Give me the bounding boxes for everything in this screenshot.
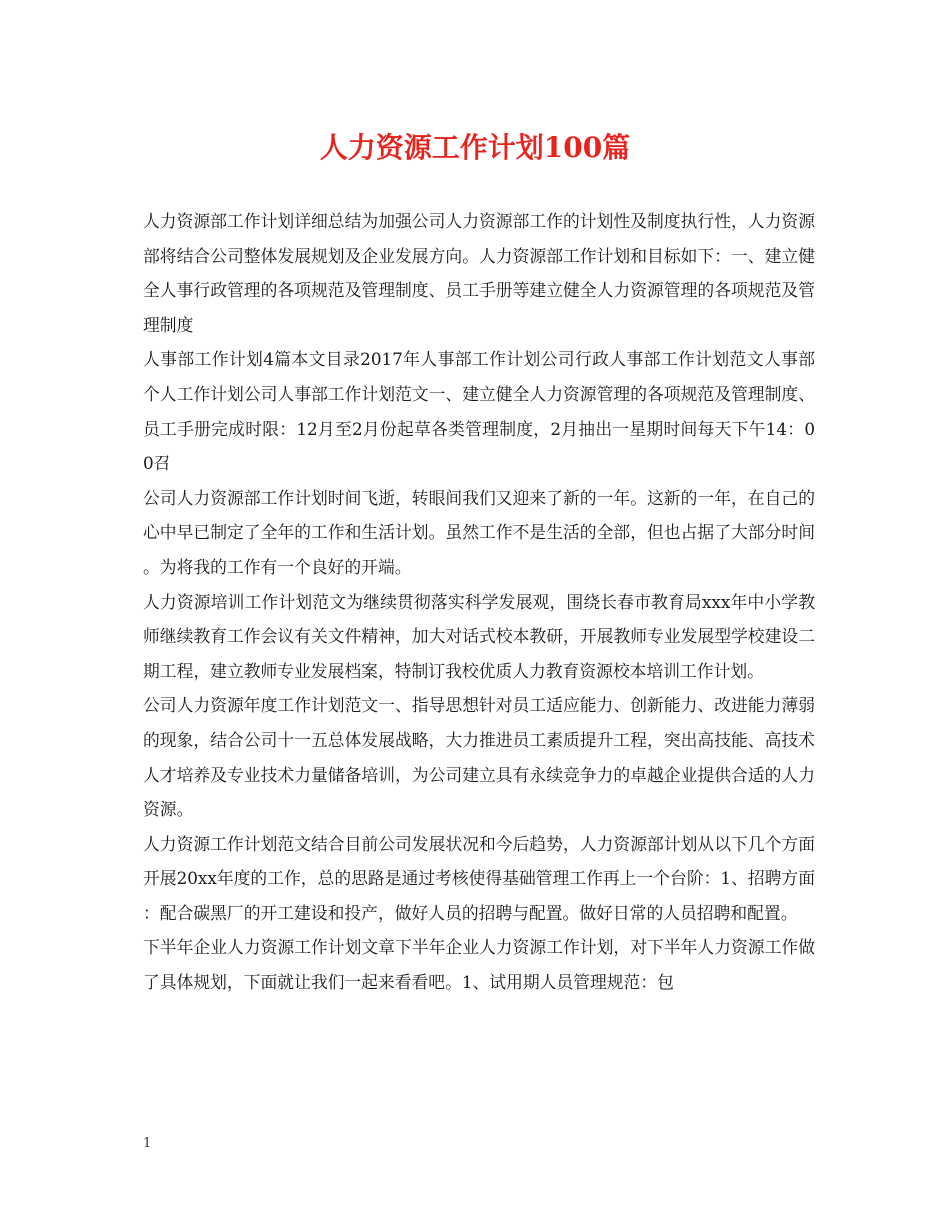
paragraph-2: 人事部工作计划4篇本文目录2017年人事部工作计划公司行政人事部工作计划范文人事部个人工作计划公司人事部工作计划范文一、建立健全人力资源管理的各项规范及管理制度、员工手册完成时限：12月至2月份起草各类管理制度，2月抽出一星期时间每天下午14：00召 [143,349,815,474]
paragraph-6: 人力资源工作计划范文结合目前公司发展状况和今后趋势，人力资源部计划从以下几个方面开展20xx年度的工作，总的思路是通过考核使得基础管理工作再上一个台阶：1、招聘方面：配合碳黑厂的开工建设和投产，做好人员的招聘与配置。做好日常的人员招聘和配置。 [143,833,815,923]
document-title: 人力资源工作计划100篇 [319,131,631,164]
page-number: 1 [143,1136,152,1151]
paragraph-7: 下半年企业人力资源工作计划文章下半年企业人力资源工作计划，对下半年人力资源工作做了具体规划，下面就让我们一起来看看吧。1、试用期人员管理规范：包 [143,937,815,993]
paragraph-4: 人力资源培训工作计划范文为继续贯彻落实科学发展观，围绕长春市教育局xxx年中小学教师继续教育工作会议有关文件精神，加大对话式校本教研，开展教师专业发展型学校建设二期工程，建立教师专业发展档案，特制订我校优质人力教育资源校本培训工作计划。 [143,591,815,681]
paragraph-3: 公司人力资源部工作计划时间飞逝，转眼间我们又迎来了新的一年。这新的一年，在自己的心中早已制定了全年的工作和生活计划。虽然工作不是生活的全部，但也占据了大部分时间。为将我的工作有一个良好的开端。 [143,487,815,577]
paragraph-1: 人力资源部工作计划详细总结为加强公司人力资源部工作的计划性及制度执行性，人力资源部将结合公司整体发展规划及企业发展方向。人力资源部工作计划和目标如下：一、建立健全人事行政管理的各项规范及管理制度、员工手册等建立健全人力资源管理的各项规范及管理制度 [143,211,815,335]
document-body [143,204,815,1000]
paragraph-5: 公司人力资源年度工作计划范文一、指导思想针对员工适应能力、创新能力、改进能力薄弱的现象，结合公司十一五总体发展战略，大力推进员工素质提升工程，突出高技能、高技术人才培养及专业技术力量储备培训，为公司建立具有永续竞争力的卓越企业提供合适的人力资源。 [143,695,815,820]
